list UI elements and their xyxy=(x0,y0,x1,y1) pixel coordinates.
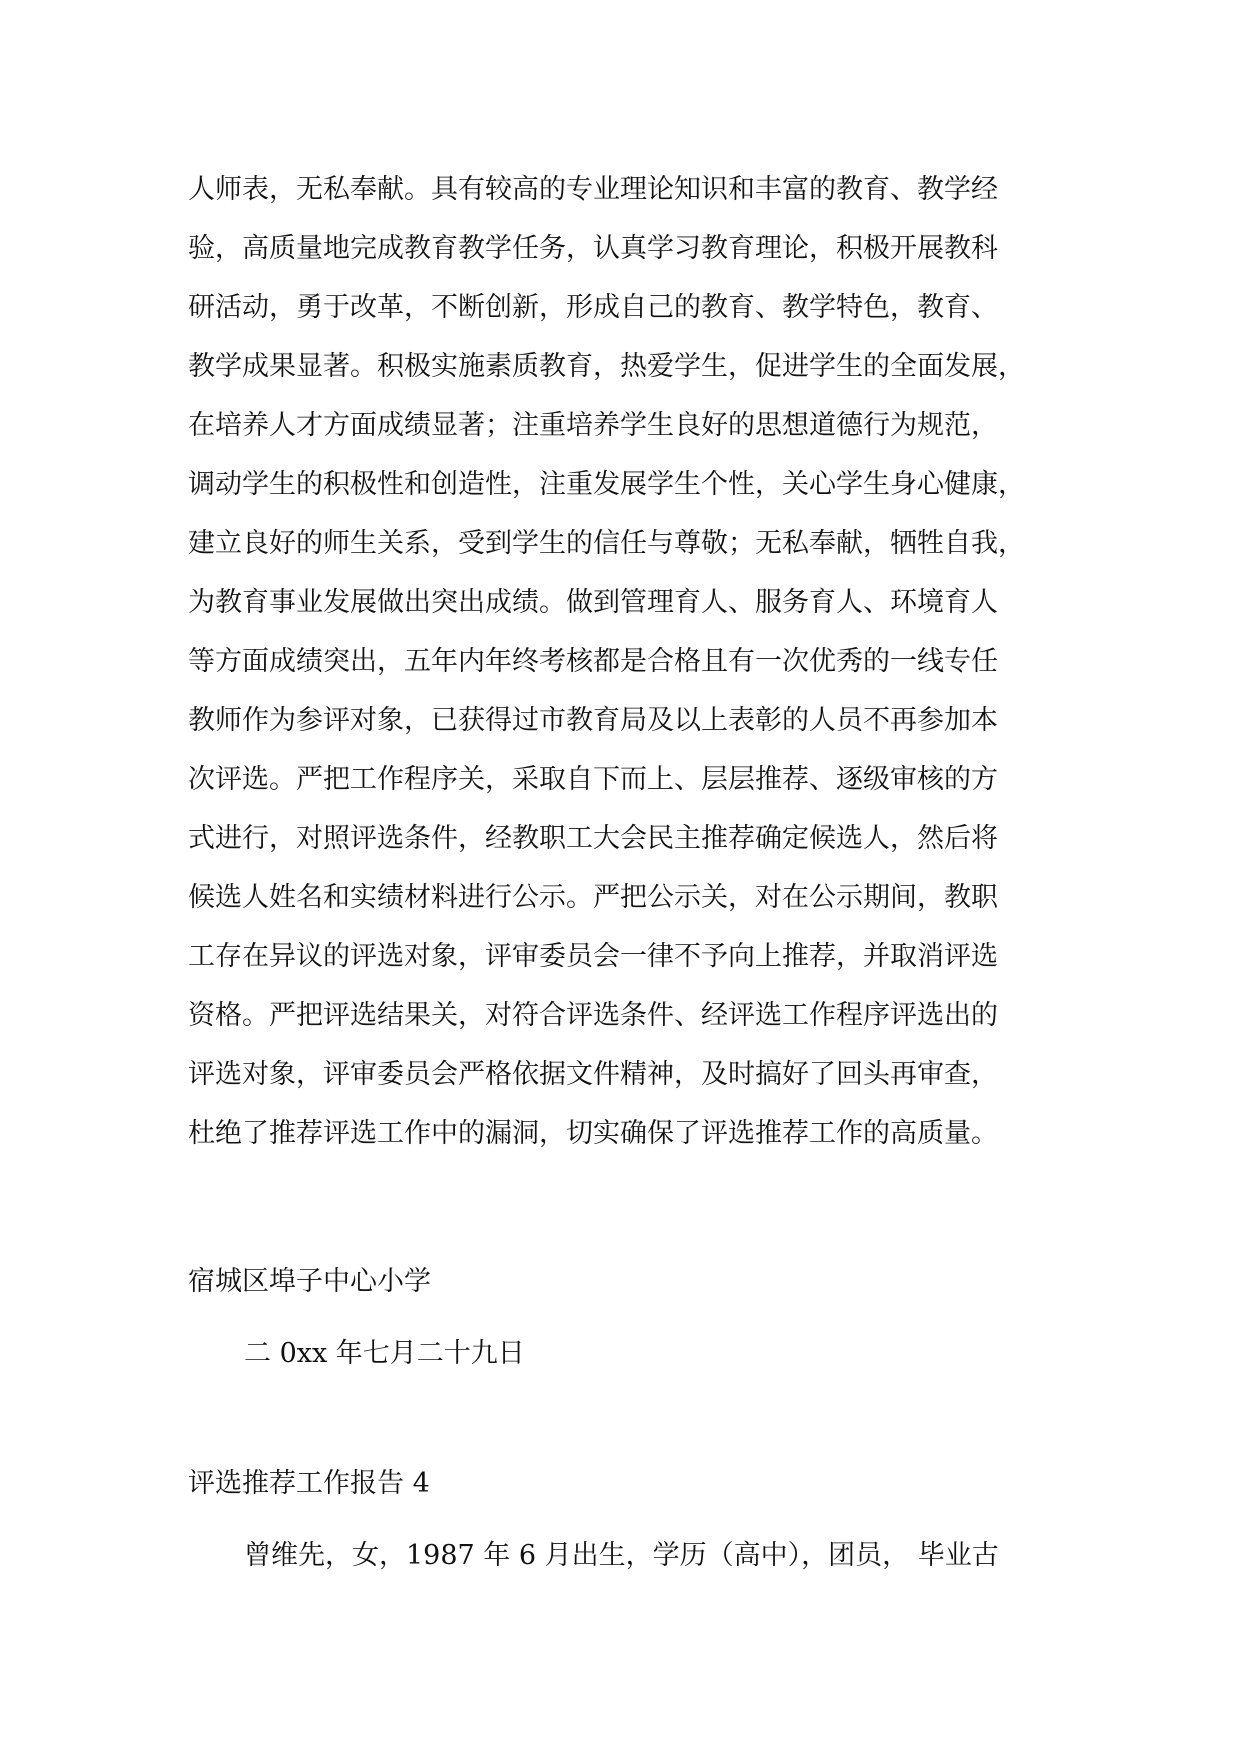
text-line: 建立良好的师生关系，受到学生的信任与尊敬；无私奉献，牺牲自我， xyxy=(188,528,1025,559)
text-line: 在培养人才方面成绩显著；注重培养学生良好的思想道德行为规范， xyxy=(188,410,998,441)
text-line: 验，高质量地完成教育教学任务，认真学习教育理论，积极开展教科 xyxy=(188,233,998,264)
body-text xyxy=(188,160,1068,1163)
text-line: 式进行，对照评选条件，经教职工大会民主推荐确定候选人，然后将 xyxy=(188,823,998,854)
text-line: 教师作为参评对象，已获得过市教育局及以上表彰的人员不再参加本 xyxy=(188,705,998,736)
text-line: 评选对象，评审委员会严格依据文件精神，及时搞好了回头再审查， xyxy=(188,1059,998,1090)
text-line: 次评选。严把工作程序关，采取自下而上、层层推荐、逐级审核的方 xyxy=(188,764,998,795)
signature-organization: 宿城区埠子中心小学 xyxy=(188,1266,431,1297)
text-line: 工存在异议的评选对象，评审委员会一律不予向上推荐，并取消评选 xyxy=(188,941,998,972)
text-line: 为教育事业发展做出突出成绩。做到管理育人、服务育人、环境育人 xyxy=(188,587,998,618)
text-line: 人师表，无私奉献。具有较高的专业理论知识和丰富的教育、教学经 xyxy=(188,174,998,205)
text-line: 资格。严把评选结果关，对符合评选条件、经评选工作程序评选出的 xyxy=(188,1000,998,1031)
section-heading: 评选推荐工作报告 4 xyxy=(188,1468,430,1499)
text-line: 等方面成绩突出，五年内年终考核都是合格且有一次优秀的一线专任 xyxy=(188,646,998,677)
text-line: 研活动，勇于改革，不断创新，形成自己的教育、教学特色，教育、 xyxy=(188,292,998,323)
signature-date: 二 0xx 年七月二十九日 xyxy=(244,1338,525,1369)
text-line: 教学成果显著。积极实施素质教育，热爱学生，促进学生的全面发展， xyxy=(188,351,1025,382)
text-line: 调动学生的积极性和创造性，注重发展学生个性，关心学生身心健康， xyxy=(188,469,1025,500)
section-first-line: 曾维先，女，1987 年 6 月出生，学历（高中），团员， 毕业古 xyxy=(244,1540,999,1571)
text-line: 杜绝了推荐评选工作中的漏洞，切实确保了评选推荐工作的高质量。 xyxy=(188,1118,998,1149)
text-line: 候选人姓名和实绩材料进行公示。严把公示关，对在公示期间，教职 xyxy=(188,882,998,913)
